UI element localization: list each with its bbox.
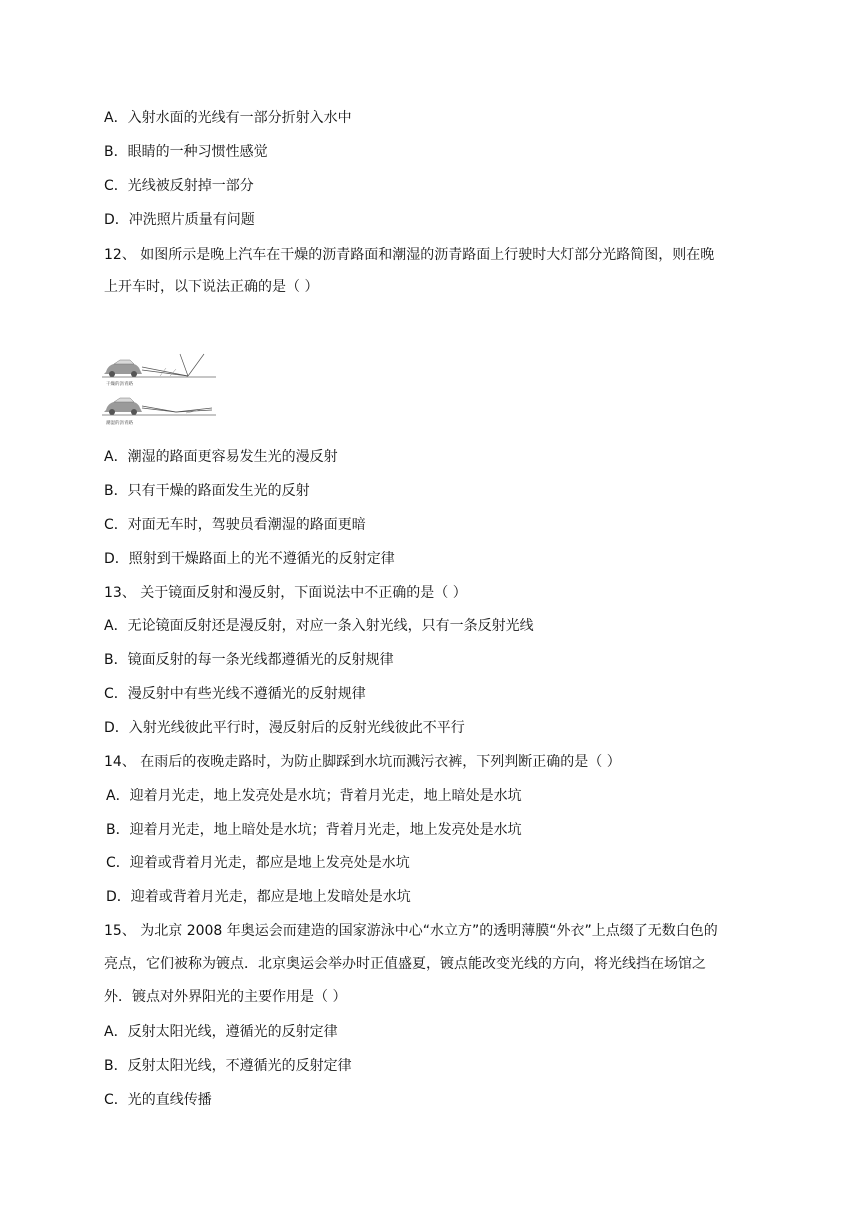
q14-option-c: C．迎着或背着月光走，都应是地上发亮处是水坑	[106, 855, 410, 871]
q12-option-d: D．照射到干燥路面上的光不遵循光的反射定律	[104, 551, 395, 567]
q15-option-a: A．反射太阳光线，遵循光的反射定律	[104, 1024, 338, 1040]
q12-figure	[100, 352, 218, 428]
reflected-ray	[180, 354, 188, 376]
q14-stem: 14、 在雨后的夜晚走路时，为防止脚踩到水坑而溅污衣裤，下列判断正确的是（ ）	[104, 754, 621, 770]
q11-option-c: C．光线被反射掉一部分	[104, 178, 254, 194]
q13-option-a: A．无论镜面反射还是漫反射，对应一条入射光线，只有一条反射光线	[104, 618, 534, 634]
q14-option-b: B．迎着月光走，地上暗处是水坑；背着月光走，地上发亮处是水坑	[106, 822, 522, 838]
q15-stem-line3: 外．镀点对外界阳光的主要作用是（ ）	[104, 989, 347, 1005]
dry-road-panel	[102, 354, 216, 387]
q12-option-a: A．潮湿的路面更容易发生光的漫反射	[104, 449, 338, 465]
incident-ray	[142, 367, 188, 376]
q11-option-d: D．冲洗照片质量有问题	[104, 212, 255, 228]
q13-option-d: D．入射光线彼此平行时，漫反射后的反射光线彼此不平行	[104, 720, 465, 736]
q15-stem-line2: 亮点，它们被称为镀点．北京奥运会举办时正值盛夏，镀点能改变光线的方向，将光线挡在场馆之	[104, 956, 706, 972]
q14-option-a: A．迎着月光走，地上发亮处是水坑；背着月光走，地上暗处是水坑	[106, 788, 522, 804]
q15-option-c: C．光的直线传播	[104, 1092, 212, 1108]
q13-option-c: C．漫反射中有些光线不遵循光的反射规律	[104, 686, 366, 702]
q15-option-b: B．反射太阳光线，不遵循光的反射定律	[104, 1058, 352, 1074]
q12-option-b: B．只有干燥的路面发生光的反射	[104, 483, 310, 499]
q14-option-d: D．迎着或背着月光走，都应是地上发暗处是水坑	[106, 889, 411, 905]
q12-stem-line2: 上开车时，以下说法正确的是（ ）	[104, 279, 319, 295]
q13-option-b: B．镜面反射的每一条光线都遵循光的反射规律	[104, 652, 394, 668]
wet-road-panel	[102, 398, 216, 426]
q11-option-a: A．入射水面的光线有一部分折射入水中	[104, 110, 352, 126]
wet-road-label: 潮湿的沥青路	[106, 421, 133, 426]
q15-stem-line1: 15、 为北京 2008 年奥运会而建造的国家游泳中心“水立方”的透明薄膜“外衣”上点缀了无数白色的	[104, 923, 718, 939]
q13-stem: 13、 关于镜面反射和漫反射，下面说法中不正确的是（ ）	[104, 585, 467, 601]
q12-option-c: C．对面无车时，驾驶员看潮湿的路面更暗	[104, 517, 366, 533]
q11-option-b: B．眼睛的一种习惯性感觉	[104, 144, 268, 160]
q12-stem-line1: 12、 如图所示是晚上汽车在干燥的沥青路面和潮湿的沥青路面上行驶时大灯部分光路简图，则在晚	[104, 247, 715, 263]
dry-road-label: 干燥的沥青路	[106, 382, 133, 387]
